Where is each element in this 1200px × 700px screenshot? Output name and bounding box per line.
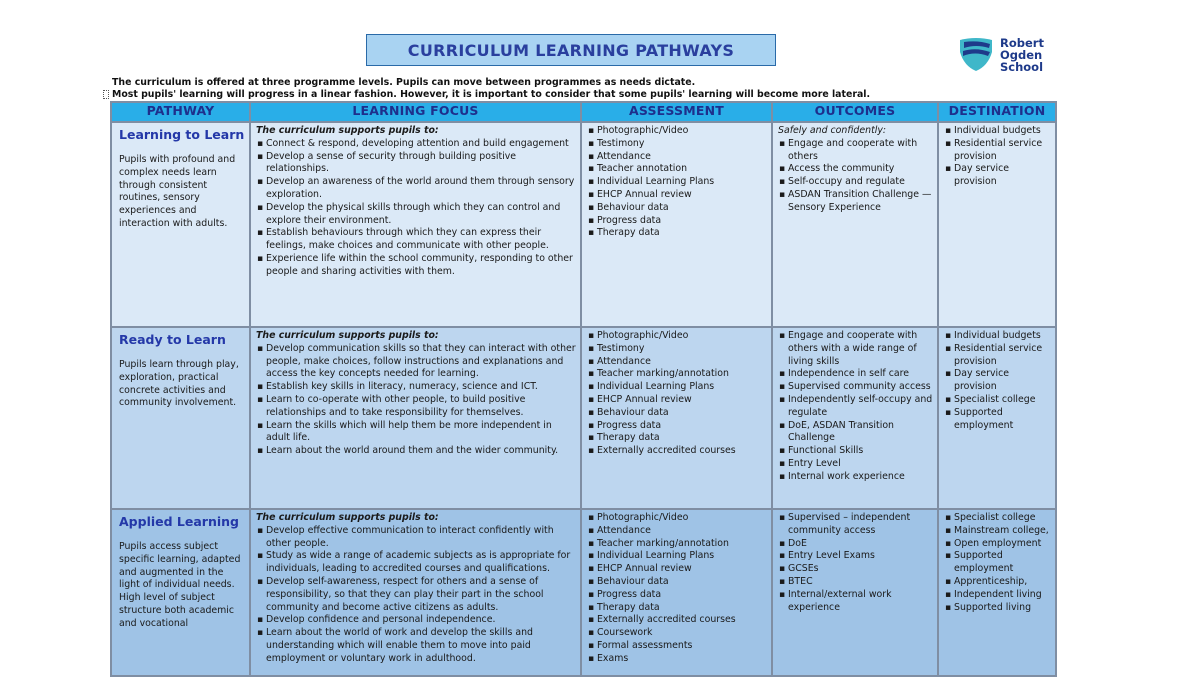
list-item: ▪ Engage and cooperate with others [788, 138, 933, 164]
assessment-cell [581, 122, 772, 327]
list-item: ▪ Internal work experience [788, 471, 933, 484]
destination-list [944, 512, 1051, 614]
list-item: ▪ Testimony [597, 138, 767, 151]
focus-lead: The curriculum supports pupils to: [256, 125, 439, 136]
outcomes-list [778, 512, 933, 614]
list-item: ▪ Attendance [597, 356, 767, 369]
destination-list [944, 330, 1051, 432]
logo-text [1000, 37, 1044, 73]
list-item: ▪ Residential service provision [954, 343, 1051, 369]
list-item: ▪ Therapy data [597, 602, 767, 615]
list-item: ▪ Learn to co-operate with other people, to build positive relationships and to take responsibility for themselves. [266, 394, 576, 420]
assessment-list [587, 512, 767, 666]
outcomes-cell [772, 509, 938, 676]
pathway-cell [111, 509, 250, 676]
list-item: ▪ Photographic/Video [597, 512, 767, 525]
list-item: ▪ Access the community [788, 163, 933, 176]
list-item: ▪ Establish behaviours through which they can express their feelings, make choices and communicate with other people. [266, 227, 576, 253]
list-item: ▪ Develop confidence and personal independence. [266, 614, 576, 627]
list-item: ▪ Independent living [954, 589, 1051, 602]
focus-list [256, 138, 576, 279]
list-item: ▪ Attendance [597, 525, 767, 538]
list-item: ▪ Supervised – independent community access [788, 512, 933, 538]
list-item: ▪ Entry Level Exams [788, 550, 933, 563]
list-item: ▪ Day service provision [954, 368, 1051, 394]
destination-list [944, 125, 1051, 189]
list-item: ▪ Experience life within the school community, responding to other people and sharing activities with them. [266, 253, 576, 279]
page-title-box [366, 34, 776, 66]
outcomes-cell [772, 122, 938, 327]
pathways-table [110, 101, 1057, 677]
list-item: ▪ Behaviour data [597, 407, 767, 420]
list-item: ▪ DoE, ASDAN Transition Challenge [788, 420, 933, 446]
list-item: ▪ Supported employment [954, 407, 1051, 433]
intro-text [112, 77, 1012, 101]
school-logo [958, 36, 1068, 74]
list-item: ▪ Coursework [597, 627, 767, 640]
list-item: ▪ Photographic/Video [597, 125, 767, 138]
assessment-list [587, 125, 767, 240]
list-item: ▪ Supported employment [954, 550, 1051, 576]
list-item: ▪ Develop self-awareness, respect for others and a sense of responsibility, so that they can play their part in the school community and become active citizens as adults. [266, 576, 576, 614]
list-item: ▪ Teacher marking/annotation [597, 368, 767, 381]
list-item: ▪ Develop effective communication to interact confidently with other people. [266, 525, 576, 551]
focus-list [256, 525, 576, 666]
list-item: ▪ Attendance [597, 151, 767, 164]
list-item: ▪ Residential service provision [954, 138, 1051, 164]
list-item: ▪ Externally accredited courses [597, 614, 767, 627]
list-item: ▪ Individual Learning Plans [597, 176, 767, 189]
list-item: ▪ Develop the physical skills through which they can control and explore their environment. [266, 202, 576, 228]
focus-lead: The curriculum supports pupils to: [256, 512, 439, 523]
table-row-applied-learning [111, 509, 1056, 676]
header-outcomes: OUTCOMES [772, 102, 938, 122]
pathway-name: Applied Learning [119, 514, 239, 529]
list-item: ▪ Formal assessments [597, 640, 767, 653]
header-assessment: ASSESSMENT [581, 102, 772, 122]
list-item: ▪ Exams [597, 653, 767, 666]
list-item: ▪ Individual Learning Plans [597, 381, 767, 394]
list-item: ▪ Develop communication skills so that they can interact with other people, make choices, follow instructions and explanations and access the key concepts needed for learning. [266, 343, 576, 381]
destination-cell [938, 327, 1056, 509]
focus-lead: The curriculum supports pupils to: [256, 330, 439, 341]
assessment-list [587, 330, 767, 458]
intro-line-2: Most pupils' learning will progress in a linear fashion. However, it is important to consider that some pupils' learning will become more lateral. [112, 89, 871, 100]
learning-focus-cell [250, 327, 581, 509]
list-item: ▪ Progress data [597, 589, 767, 602]
list-item: ▪ Individual budgets [954, 330, 1051, 343]
list-item: ▪ GCSEs [788, 563, 933, 576]
list-item: ▪ Therapy data [597, 227, 767, 240]
list-item: ▪ Specialist college [954, 512, 1051, 525]
list-item: ▪ Individual Learning Plans [597, 550, 767, 563]
learning-focus-cell [250, 509, 581, 676]
list-item: ▪ Learn the skills which will help them be more independent in adult life. [266, 420, 576, 446]
assessment-cell [581, 327, 772, 509]
list-item: ▪ Self-occupy and regulate [788, 176, 933, 189]
list-item: ▪ Develop a sense of security through building positive relationships. [266, 151, 576, 177]
list-item: ▪ Study as wide a range of academic subjects as is appropriate for individuals, leading to accredited courses and qualifications. [266, 550, 576, 576]
list-item: ▪ ASDAN Transition Challenge — Sensory Experience [788, 189, 933, 215]
list-item: ▪ Learn about the world of work and develop the skills and understanding which will enable them to move into paid employment or voluntary work in adulthood. [266, 627, 576, 665]
list-item: ▪ Functional Skills [788, 445, 933, 458]
list-item: ▪ Day service provision [954, 163, 1051, 189]
header-pathway: PATHWAY [111, 102, 250, 122]
list-item: ▪ Independently self-occupy and regulate [788, 394, 933, 420]
list-item: ▪ Testimony [597, 343, 767, 356]
list-item: ▪ EHCP Annual review [597, 563, 767, 576]
pathway-name: Ready to Learn [119, 332, 226, 347]
list-item: ▪ Engage and cooperate with others with a wide range of living skills [788, 330, 933, 368]
pathway-cell [111, 327, 250, 509]
list-item: ▪ EHCP Annual review [597, 394, 767, 407]
list-item: ▪ Entry Level [788, 458, 933, 471]
pathway-cell [111, 122, 250, 327]
list-item: ▪ Internal/external work experience [788, 589, 933, 615]
destination-cell [938, 509, 1056, 676]
pathway-description: Pupils with profound and complex needs learn through consistent routines, sensory experiences and interaction with adults. [119, 154, 236, 229]
page-title: CURRICULUM LEARNING PATHWAYS [407, 40, 735, 60]
list-item: ▪ Teacher marking/annotation [597, 538, 767, 551]
focus-list [256, 343, 576, 458]
table-row-learning-to-learn [111, 122, 1056, 327]
list-item: ▪ BTEC [788, 576, 933, 589]
logo-line-3: School [1000, 60, 1044, 74]
list-item: ▪ Progress data [597, 420, 767, 433]
outcomes-list [778, 330, 933, 484]
list-item: ▪ Individual budgets [954, 125, 1051, 138]
list-item: ▪ Therapy data [597, 432, 767, 445]
list-item: ▪ Supervised community access [788, 381, 933, 394]
list-item: ▪ Teacher annotation [597, 163, 767, 176]
outcomes-list [778, 138, 933, 215]
list-item: ▪ Develop an awareness of the world around them through sensory exploration. [266, 176, 576, 202]
list-item: ▪ Connect & respond, developing attention and build engagement [266, 138, 576, 151]
learning-focus-cell [250, 122, 581, 327]
list-item: ▪ Behaviour data [597, 202, 767, 215]
list-item: ▪ Progress data [597, 215, 767, 228]
list-item: ▪ Apprenticeship, [954, 576, 1051, 589]
table-header-row [111, 102, 1056, 122]
pathway-name: Learning to Learn [119, 127, 245, 142]
outcomes-lead: Safely and confidently: [778, 125, 887, 136]
list-item: ▪ Supported living [954, 602, 1051, 615]
list-item: ▪ Photographic/Video [597, 330, 767, 343]
outcomes-cell [772, 327, 938, 509]
intro-line-1: The curriculum is offered at three programme levels. Pupils can move between programmes as needs dictate. [112, 77, 696, 88]
logo-line-1: Robert [1000, 36, 1044, 50]
text-cursor-marker [103, 90, 109, 99]
list-item: ▪ Mainstream college, [954, 525, 1051, 538]
pathway-description: Pupils access subject specific learning, adapted and augmented in the light of individual needs. High level of subject structure both academic and vocational [119, 541, 241, 629]
destination-cell [938, 122, 1056, 327]
table-row-ready-to-learn [111, 327, 1056, 509]
list-item: ▪ EHCP Annual review [597, 189, 767, 202]
logo-line-2: Ogden [1000, 48, 1043, 62]
assessment-cell [581, 509, 772, 676]
header-learning-focus: LEARNING FOCUS [250, 102, 581, 122]
list-item: ▪ Learn about the world around them and the wider community. [266, 445, 576, 458]
list-item: ▪ Externally accredited courses [597, 445, 767, 458]
list-item: ▪ Behaviour data [597, 576, 767, 589]
header-destination: DESTINATION [938, 102, 1056, 122]
pathway-description: Pupils learn through play, exploration, practical concrete activities and community involvement. [119, 359, 239, 409]
list-item: ▪ DoE [788, 538, 933, 551]
list-item: ▪ Open employment [954, 538, 1051, 551]
shield-logo-icon [958, 36, 994, 72]
list-item: ▪ Establish key skills in literacy, numeracy, science and ICT. [266, 381, 576, 394]
list-item: ▪ Specialist college [954, 394, 1051, 407]
list-item: ▪ Independence in self care [788, 368, 933, 381]
